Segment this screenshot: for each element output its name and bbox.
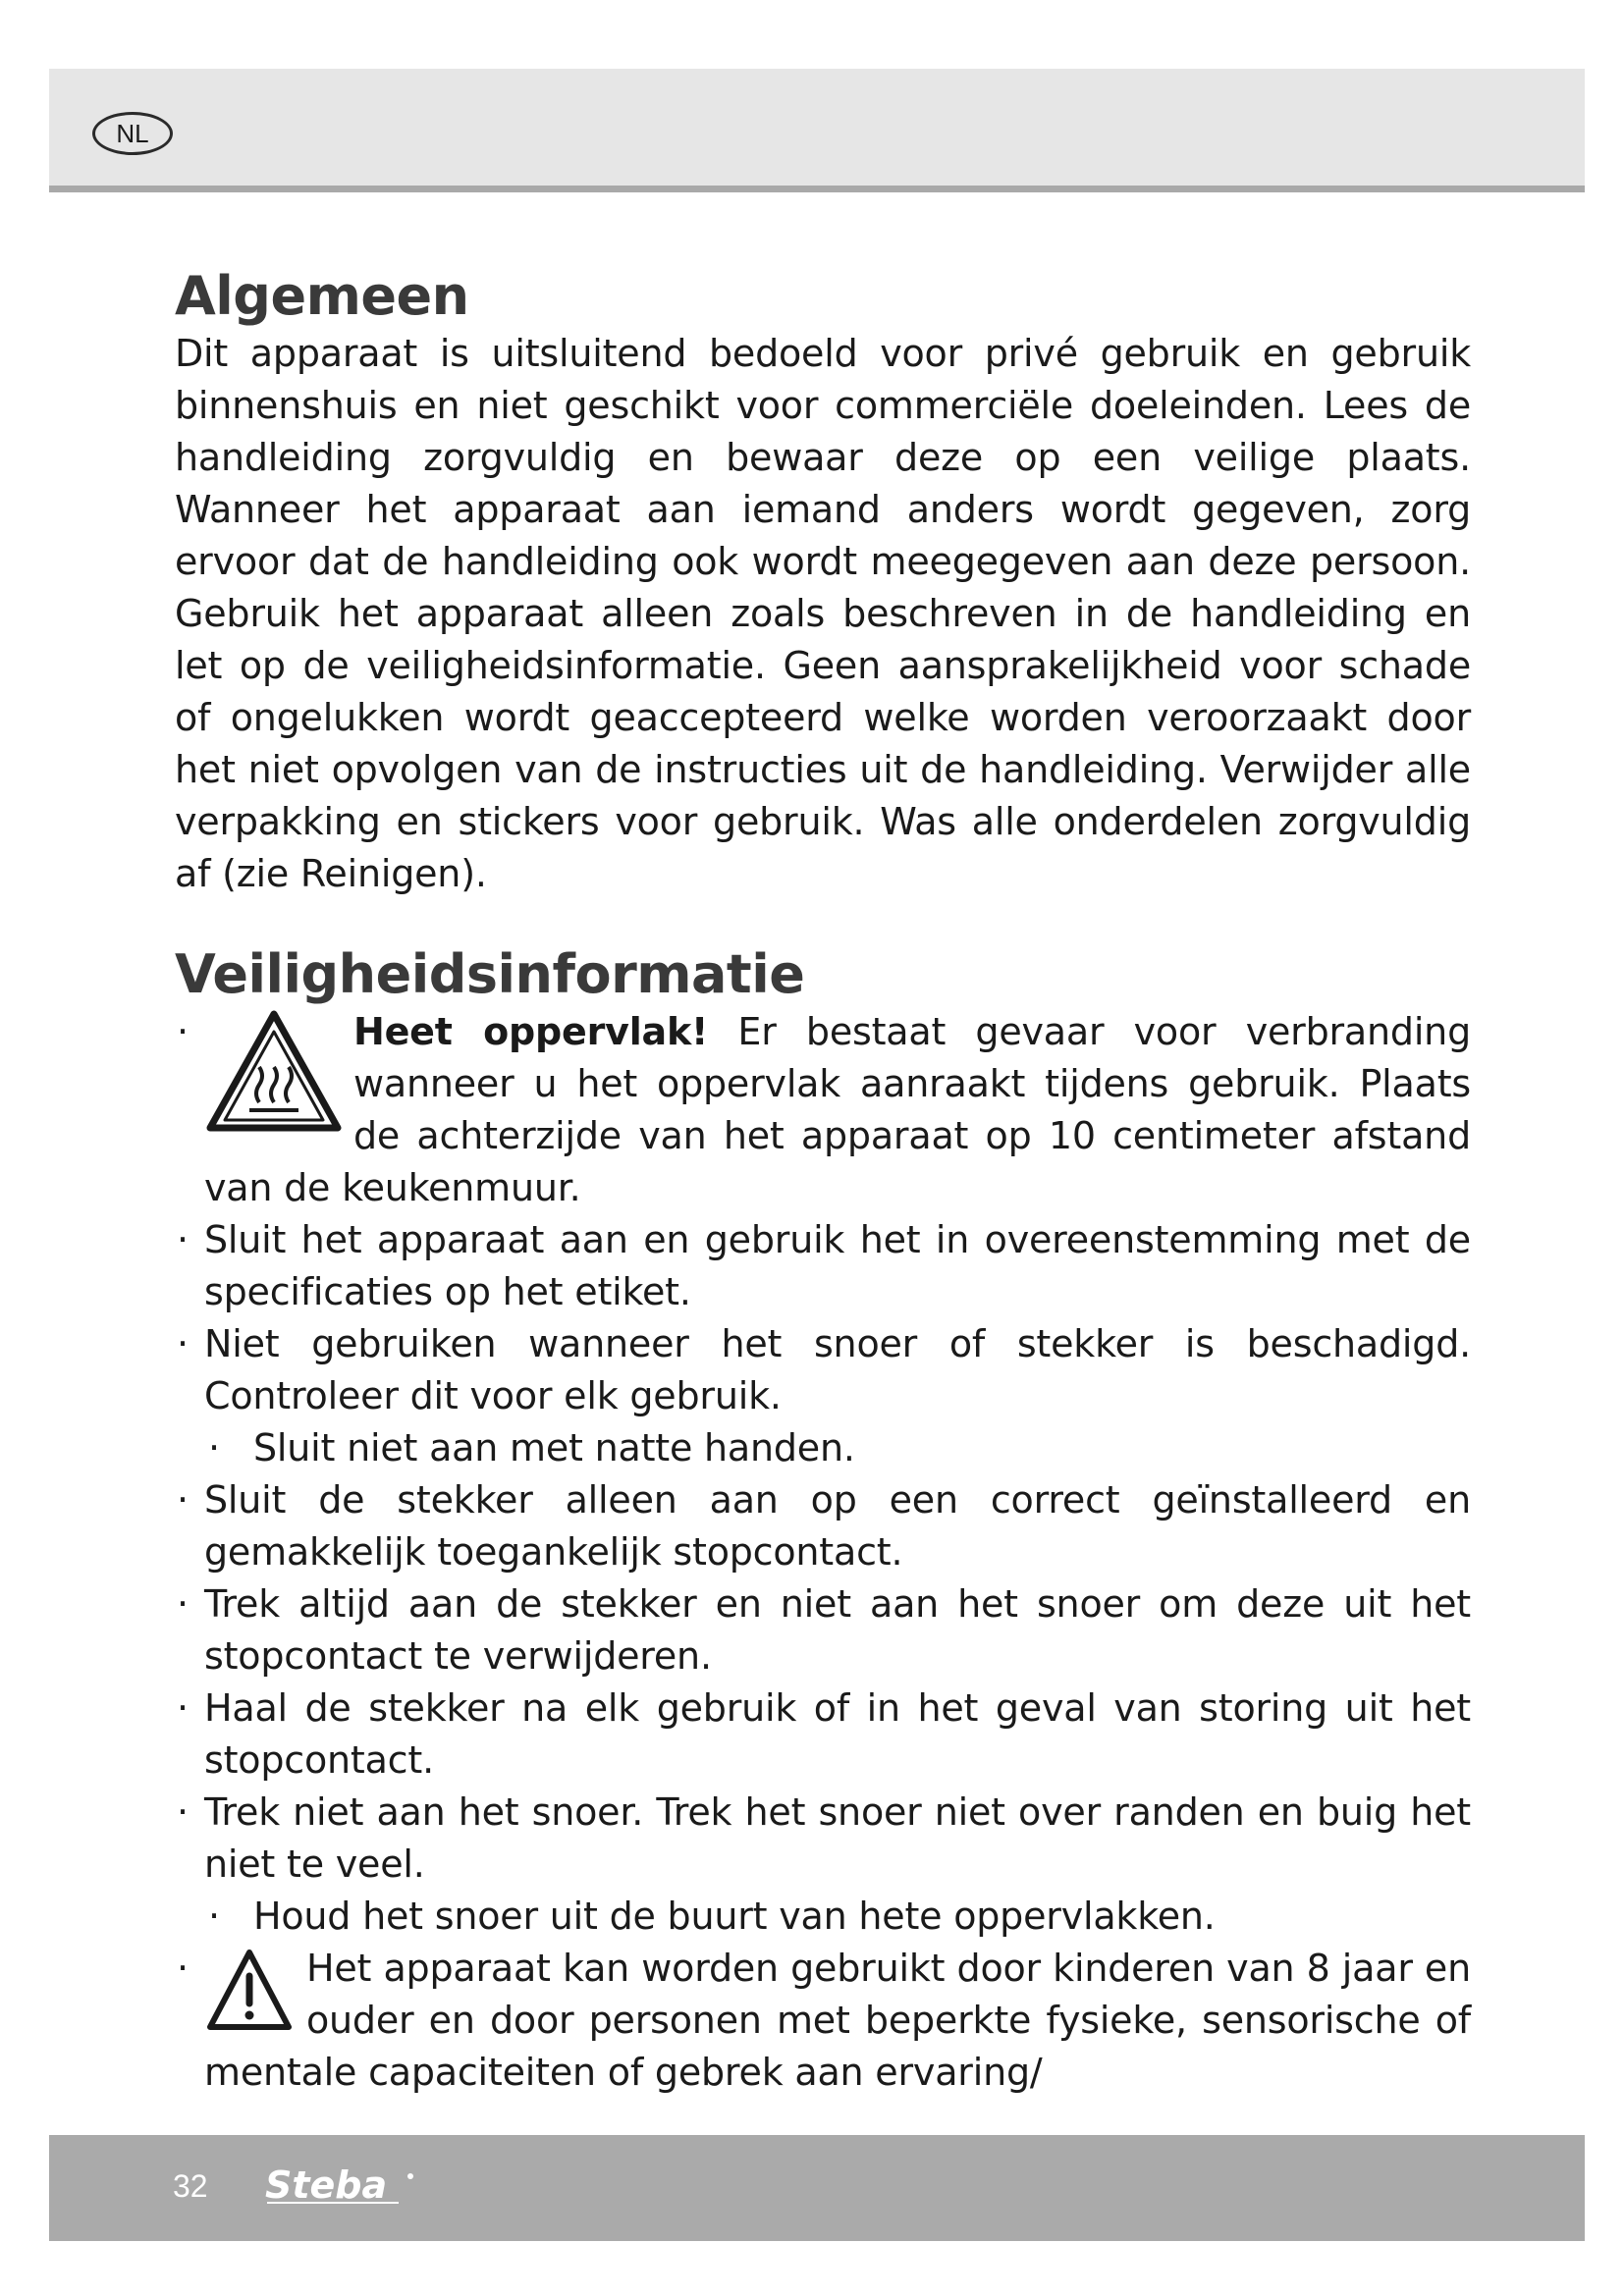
bullet: · [177,1582,189,1626]
safety-list [175,1006,1471,2099]
general-paragraph: Dit apparaat is uitsluitend bedoeld voor privé gebruik en gebruik binnenshuis en niet geschikt voor commerciële doeleinden. Lees de handleiding zorgvuldig en bewaar deze op een veilige plaats. Wanneer het apparaat aan iemand anders wordt gegeven, zorg ervoor dat de handleiding ook wordt meegegeven aan deze persoon. Gebruik het apparaat alleen zoals beschreven in de handleiding en let op de veiligheidsinformatie. Geen aansprakelijkheid voor schade of ongelukken wordt geaccepteerd welke worden veroorzaakt door het niet opvolgen van de instructies uit de handleiding. Verwijder alle verpakking en stickers voor gebruik. Was alle onderdelen zorgvuldig af (zie Reinigen). [175,332,1471,895]
list-item-text: Haal de stekker na elk gebruik of in het geval van storing uit het stopcontact. [204,1686,1471,1782]
list-item [175,1787,1471,1891]
list-item-text: Sluit het apparaat aan en gebruik het in overeenstemming met de specificaties op het etiket. [204,1218,1471,1313]
bullet: · [177,1218,189,1261]
list-item-text: Sluit niet aan met natte handen. [253,1426,855,1469]
hot-surface-label: Heet oppervlak! [353,1010,709,1053]
list-item [175,1578,1471,1682]
page-number: 32 [173,2168,208,2204]
list-item-text: Het apparaat kan worden gebruikt door kinderen van 8 jaar en ouder en door personen met beperkte fysieke, sensorische of mentale capaciteiten of gebrek aan ervaring/ [204,1947,1471,2094]
list-item [175,1422,1471,1474]
footer-band [49,2135,1585,2241]
hot-surface-text: Er bestaat gevaar voor verbranding wanneer u het oppervlak aanraakt tijdens gebruik. Plaats de achterzijde van het apparaat op 10 centimeter afstand van de keukenmuur. [204,1010,1471,1209]
page-content [175,265,1471,2099]
section-title-safety: Veiligheidsinformatie [175,943,805,1005]
bullet: · [177,1478,189,1522]
bullet: · [177,1947,189,1990]
bullet: · [177,1686,189,1730]
list-item-text: Trek niet aan het snoer. Trek het snoer niet over randen en buig het niet te veel. [204,1790,1471,1886]
list-item-text: Sluit de stekker alleen aan op een correct geïnstalleerd en gemakkelijk toegankelijk stopcontact. [204,1478,1471,1574]
list-item [175,1318,1471,1422]
language-badge: NL [92,112,173,155]
list-item-text: Houd het snoer uit de buurt van hete oppervlakken. [253,1895,1216,1938]
bullet: · [177,1322,189,1365]
list-item [175,1006,1471,1214]
list-item-text: Niet gebruiken wanneer het snoer of stekker is beschadigd. Controleer dit voor elk gebruik. [204,1322,1471,1417]
list-item-text: Trek altijd aan de stekker en niet aan het snoer om deze uit het stopcontact te verwijderen. [204,1582,1471,1678]
list-item [175,1682,1471,1787]
list-item [175,1943,1471,2099]
bullet: · [208,1895,220,1938]
bullet: · [177,1010,189,1053]
bullet: · [208,1426,220,1469]
bullet: · [177,1790,189,1834]
list-item [175,1214,1471,1318]
list-item [175,1474,1471,1578]
list-item [175,1891,1471,1943]
hot-surface-warning-icon [204,1008,344,1136]
steba-logo [261,2159,438,2217]
general-warning-icon [204,1947,295,2035]
header-band [49,69,1585,192]
brand-logo-text: Steba [265,2163,388,2207]
section-title-general: Algemeen [175,265,469,327]
